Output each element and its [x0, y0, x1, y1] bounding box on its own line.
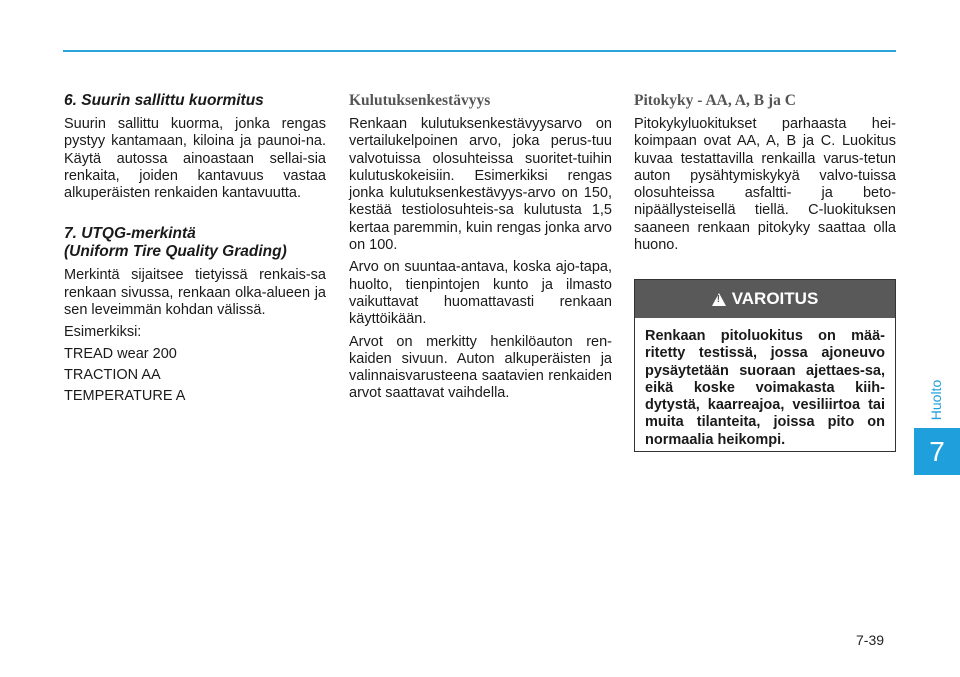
warning-header — [635, 280, 895, 318]
warning-triangle-icon — [712, 293, 726, 306]
warning-title: VAROITUS — [731, 289, 819, 308]
example-traction: TRACTION AA — [64, 366, 161, 383]
section-6-paragraph: Suurin sallittu kuorma, jonka rengas pystyy kantamaan, kiloina ja paunoi-na. Käytä autossa ainoastaan sellai-sia renkaita, joiden kantavuus vastaa alkuperäisten renkaiden kantavuutta. — [64, 116, 326, 202]
warning-box — [634, 279, 896, 452]
traction-paragraph: Pitokykyluokitukset parhaasta hei-koimpaan ovat AA, A, B ja C. Luokitus kuvaa testattavilla renkailla varus-tetun auton pysähtymiskykyä valvo-tuissa olosuhteissa asfaltti- ja beto-nipäällysteisellä tiellä. C-luokituksen saaneen renkaan pitokyky saattaa olla huono. — [634, 116, 896, 254]
chapter-tab: 7 — [914, 428, 960, 475]
section-7-subtitle: (Uniform Tire Quality Grading) — [64, 243, 287, 261]
column-3 — [634, 92, 896, 259]
example-label: Esimerkiksi: — [64, 324, 142, 341]
chapter-label: Huolto — [928, 379, 944, 421]
column-1 — [64, 92, 326, 410]
traction-title: Pitokyky - AA, A, B ja C — [634, 92, 796, 109]
example-tread: TREAD wear 200 — [64, 345, 177, 362]
treadwear-paragraph-2: Arvo on suuntaa-antava, koska ajo-tapa, huolto, tienpintojen kunto ja ilmasto vaikuttavat huomattavasti renkaan käyttöikään. — [349, 259, 612, 328]
treadwear-title: Kulutuksenkestävyys — [349, 92, 491, 109]
header-rule — [63, 50, 896, 52]
section-7-title: 7. UTQG-merkintä — [64, 225, 196, 243]
warning-text: Renkaan pitoluokitus on mää-ritetty testissä, jossa ajoneuvo pysäytetään suoraan ajettaes-sa, eikä koske voimakasta kiih-dytystä, kaarreajoa, vesiliirtoa tai muita tilanteita, joissa pito on normaalia heikompi. — [645, 328, 885, 448]
page-number: 7-39 — [856, 632, 885, 648]
section-7-paragraph: Merkintä sijaitsee tietyissä renkais-sa renkaan sivussa, renkaan olka-alueen ja sen leveimmän kohdan välissä. — [64, 267, 326, 319]
column-2 — [349, 92, 612, 408]
section-6-title: 6. Suurin sallittu kuormitus — [64, 92, 264, 109]
treadwear-paragraph-3: Arvot on merkitty henkilöauton ren-kaiden sivuun. Auton alkuperäisten ja valinnaisvarusteena saatavien renkaiden arvot saattavat vaihdella. — [349, 333, 612, 402]
example-temperature: TEMPERATURE A — [64, 388, 186, 405]
treadwear-paragraph-1: Renkaan kulutuksenkestävyysarvo on vertailukelpoinen arvo, joka perus-tuu valvotuissa olosuhteissa suoritet-tuihin kulutuskokeisiin. Esimerkiksi rengas jonka kulutuksenkestävyys-arvo on 150, kestää testiolosuhteis-sa kulutusta 1,5 kertaa paremmin, kuin rengas jonka arvo on 100. — [349, 116, 612, 254]
